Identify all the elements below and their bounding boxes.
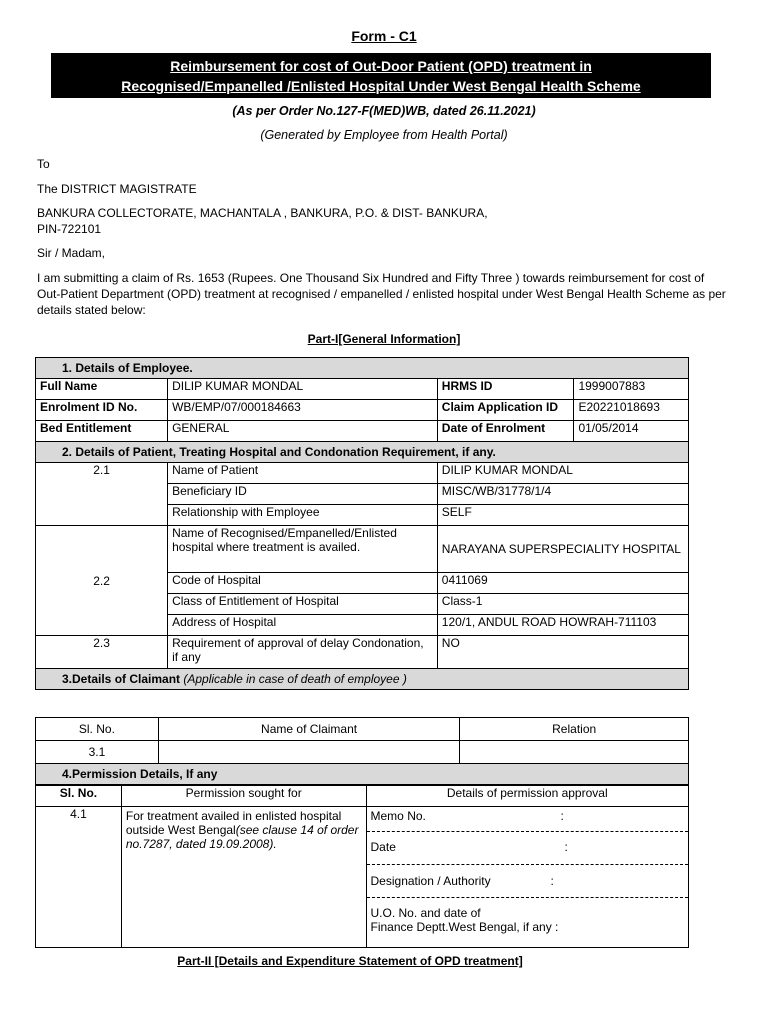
- full-name-value: DILIP KUMAR MONDAL: [168, 379, 438, 400]
- claimant-col-relation: Relation: [460, 718, 689, 741]
- delay-label: Requirement of approval of delay Condonation, if any: [168, 636, 438, 669]
- claim-id-value: E20221018693: [574, 400, 689, 421]
- enrolment-label: Enrolment ID No.: [36, 400, 168, 421]
- beneficiary-label: Beneficiary ID: [168, 484, 438, 505]
- full-name-label: Full Name: [36, 379, 168, 400]
- enrolment-value: WB/EMP/07/000184663: [168, 400, 438, 421]
- memo-label: Memo No.: [370, 809, 426, 823]
- perm-row-sl: 4.1: [36, 807, 122, 948]
- general-info-table: [35, 357, 689, 690]
- hospital-code-value: 0411069: [437, 573, 688, 594]
- claimant-row-sl: 3.1: [36, 741, 159, 764]
- claimant-relation-cell: [460, 741, 689, 764]
- address-recipient: The DISTRICT MAGISTRATE: [37, 182, 197, 196]
- address-line-1: BANKURA COLLECTORATE, MACHANTALA , BANKURA, P.O. & DIST- BANKURA,: [37, 206, 488, 220]
- designation-colon: :: [550, 874, 554, 888]
- patient-value: DILIP KUMAR MONDAL: [437, 463, 688, 484]
- row-2-3: 2.3: [36, 636, 168, 669]
- hrms-label: HRMS ID: [437, 379, 574, 400]
- enrol-date-label: Date of Enrolment: [437, 421, 574, 442]
- title-banner: [51, 53, 711, 98]
- hospital-address-value: 120/1, ANDUL ROAD HOWRAH-711103: [437, 615, 688, 636]
- delay-value: NO: [437, 636, 688, 669]
- memo-colon: :: [560, 809, 564, 823]
- uo-row: [367, 897, 688, 934]
- bed-value: GENERAL: [168, 421, 438, 442]
- perm-col-sought: Permission sought for: [121, 786, 366, 807]
- hospital-address-label: Address of Hospital: [168, 615, 438, 636]
- beneficiary-value: MISC/WB/31778/1/4: [437, 484, 688, 505]
- memo-row: [367, 807, 688, 831]
- permission-table: [35, 785, 689, 948]
- salutation: Sir / Madam,: [37, 246, 106, 260]
- hospital-name-value: NARAYANA SUPERSPECIALITY HOSPITAL: [437, 526, 688, 573]
- bed-label: Bed Entitlement: [36, 421, 168, 442]
- date-row: [367, 831, 688, 864]
- section1-title: 1. Details of Employee.: [36, 358, 689, 379]
- claim-paragraph: I am submitting a claim of Rs. 1653 (Rupees. One Thousand Six Hundred and Fifty Three ) towards reimbursement for cost of Out-Patient Department (OPD) treatment at recognised / empanelled / enlisted hospital under West Bengal Health Scheme as per details stated below:: [37, 271, 726, 317]
- perm-sought-text: For treatment availed in enlisted hospital outside West Bengal: [125, 809, 342, 837]
- relationship-value: SELF: [437, 505, 688, 526]
- address-line-2: PIN-722101: [37, 222, 102, 236]
- hospital-code-label: Code of Hospital: [168, 573, 438, 594]
- claimant-table: [35, 717, 689, 785]
- generated-note: (Generated by Employee from Health Portal): [260, 128, 508, 142]
- date-colon: :: [564, 840, 568, 854]
- banner-line-2: Recognised/Empanelled /Enlisted Hospital Under West Bengal Health Scheme: [121, 78, 641, 94]
- form-title: Form - C1: [351, 28, 417, 44]
- perm-col-details: Details of permission approval: [366, 786, 688, 807]
- uo-line-2: Finance Deptt.West Bengal, if any :: [370, 920, 559, 934]
- part2-title: Part-II [Details and Expenditure Statement of OPD treatment]: [177, 954, 523, 968]
- hrms-value: 1999007883: [574, 379, 689, 400]
- hospital-class-value: Class-1: [437, 594, 688, 615]
- row-2-1: 2.1: [36, 463, 168, 526]
- section2-title: 2. Details of Patient, Treating Hospital and Condonation Requirement, if any.: [36, 442, 689, 463]
- banner-line-1: Reimbursement for cost of Out-Door Patient (OPD) treatment in: [170, 58, 592, 74]
- address-to: To: [37, 157, 50, 171]
- relationship-label: Relationship with Employee: [168, 505, 438, 526]
- designation-label: Designation / Authority: [370, 874, 491, 888]
- patient-label: Name of Patient: [168, 463, 438, 484]
- perm-sought-cell: [121, 807, 366, 948]
- order-reference: (As per Order No.127-F(MED)WB, dated 26.11.2021): [232, 104, 536, 118]
- hospital-name-label: Name of Recognised/Empanelled/Enlisted hospital where treatment is availed.: [168, 526, 438, 573]
- claimant-name-cell: [158, 741, 460, 764]
- row-2-2: 2.2: [36, 526, 168, 636]
- section4-title: 4.Permission Details, If any: [36, 764, 689, 785]
- section3-title: [36, 669, 689, 690]
- claimant-col-sl: Sl. No.: [36, 718, 159, 741]
- section3-title-text: 3.Details of Claimant: [62, 672, 181, 686]
- claimant-col-name: Name of Claimant: [158, 718, 460, 741]
- designation-row: [367, 864, 688, 897]
- perm-sought-note: (see clause 14 of order no.7287, dated 19.09.2008).: [125, 823, 359, 851]
- enrol-date-value: 01/05/2014: [574, 421, 689, 442]
- perm-col-sl: Sl. No.: [36, 786, 122, 807]
- hospital-class-label: Class of Entitlement of Hospital: [168, 594, 438, 615]
- perm-details-cell: [366, 807, 688, 948]
- uo-line-1: U.O. No. and date of: [370, 906, 481, 920]
- part1-title: Part-I[General Information]: [307, 332, 461, 346]
- section3-title-note: (Applicable in case of death of employee ): [183, 672, 407, 686]
- claim-id-label: Claim Application ID: [437, 400, 574, 421]
- date-label: Date: [370, 840, 396, 854]
